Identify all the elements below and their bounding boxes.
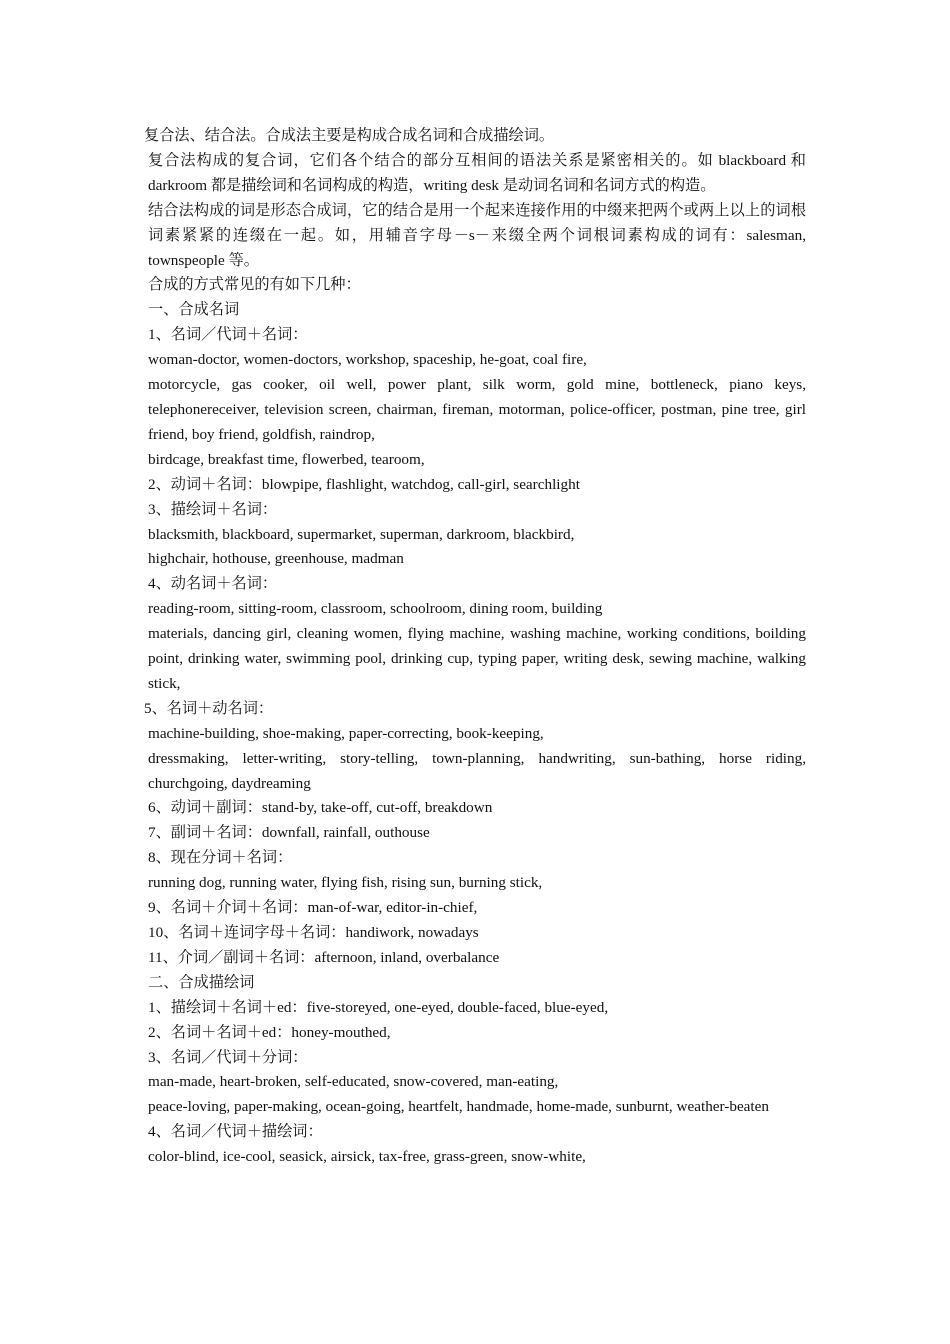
paragraph: 1、描绘词＋名词＋ed：five-storeyed, one-eyed, double-faced, blue-eyed, xyxy=(148,998,609,1016)
paragraph: 8、现在分词＋名词： xyxy=(148,849,293,867)
paragraph: materials, dancing girl, cleaning women, flying machine, washing machine, working conditions, boilding point, drinking water, swimming pool, drinking cup, typing paper, writing desk, sewing machine, walking stick, xyxy=(148,625,806,692)
paragraph: 一、合成名词 xyxy=(148,301,240,319)
paragraph: 9、名词＋介词＋名词：man-of-war, editor-in-chief, xyxy=(148,899,478,917)
paragraph: running dog, running water, flying fish, rising sun, burning stick, xyxy=(148,874,543,892)
paragraph: 4、动名词＋名词： xyxy=(148,575,278,593)
paragraph: blacksmith, blackboard, supermarket, superman, darkroom, blackbird, xyxy=(148,525,575,543)
paragraph: 3、描绘词＋名词： xyxy=(148,500,278,518)
paragraph: color-blind, ice-cool, seasick, airsick, tax-free, grass-green, snow-white, xyxy=(148,1148,586,1166)
paragraph: peace-loving, paper-making, ocean-going, heartfelt, handmade, home-made, sunburnt, weather-beaten xyxy=(148,1098,769,1116)
paragraph: 5、名词＋动名词： xyxy=(144,699,274,717)
paragraph: 1、名词／代词＋名词： xyxy=(148,326,308,344)
paragraph: birdcage, breakfast time, flowerbed, tearoom, xyxy=(148,450,425,468)
paragraph: motorcycle, gas cooker, oil well, power plant, silk worm, gold mine, bottleneck, piano keys, telephonereceiver, television screen, chairman, fireman, motorman, police-officer, postman, pine tree, girl friend, boy friend, goldfish, raindrop, xyxy=(148,376,806,443)
paragraph: machine-building, shoe-making, paper-correcting, book-keeping, xyxy=(148,724,544,742)
document-body xyxy=(144,124,806,1170)
paragraph: 二、合成描绘词 xyxy=(148,973,255,991)
paragraph: 3、名词／代词＋分词： xyxy=(148,1048,308,1066)
paragraph: 4、名词／代词＋描绘词： xyxy=(148,1123,323,1141)
paragraph: 2、动词＋名词：blowpipe, flashlight, watchdog, call-girl, searchlight xyxy=(148,475,580,493)
paragraph: 2、名词＋名词＋ed：honey-mouthed, xyxy=(148,1023,391,1041)
paragraph: 7、副词＋名词：downfall, rainfall, outhouse xyxy=(148,824,430,842)
paragraph: 11、介词／副词＋名词：afternoon, inland, overbalance xyxy=(148,948,500,966)
paragraph: reading-room, sitting-room, classroom, schoolroom, dining room, building xyxy=(148,600,603,618)
paragraph: 6、动词＋副词：stand-by, take-off, cut-off, breakdown xyxy=(148,799,493,817)
paragraph: 结合法构成的词是形态合成词，它的结合是用一个起来连接作用的中缀来把两个或两上以上的词根词素紧紧的连缀在一起。如，用辅音字母－s－来缀全两个词根词素构成的词有：salesman, townspeople 等。 xyxy=(148,201,806,269)
paragraph: 合成的方式常见的有如下几种： xyxy=(148,276,361,294)
paragraph: woman-doctor, women-doctors, workshop, spaceship, he-goat, coal fire, xyxy=(148,351,587,369)
paragraph: highchair, hothouse, greenhouse, madman xyxy=(148,550,404,568)
paragraph: man-made, heart-broken, self-educated, snow-covered, man-eating, xyxy=(148,1073,559,1091)
paragraph: 复合法构成的复合词，它们各个结合的部分互相间的语法关系是紧密相关的。如 blackboard 和 darkroom 都是描绘词和名词构成的构造，writing desk 是动词名词和名词方式的构造。 xyxy=(148,151,806,194)
paragraph: 复合法、结合法。合成法主要是构成合成名词和合成描绘词。 xyxy=(144,127,555,144)
paragraph: dressmaking, letter-writing, story-telling, town-planning, handwriting, sun-bathing, horse riding, churchgoing, daydreaming xyxy=(148,749,806,792)
paragraph: 10、名词＋连词字母＋名词：handiwork, nowadays xyxy=(148,924,479,941)
